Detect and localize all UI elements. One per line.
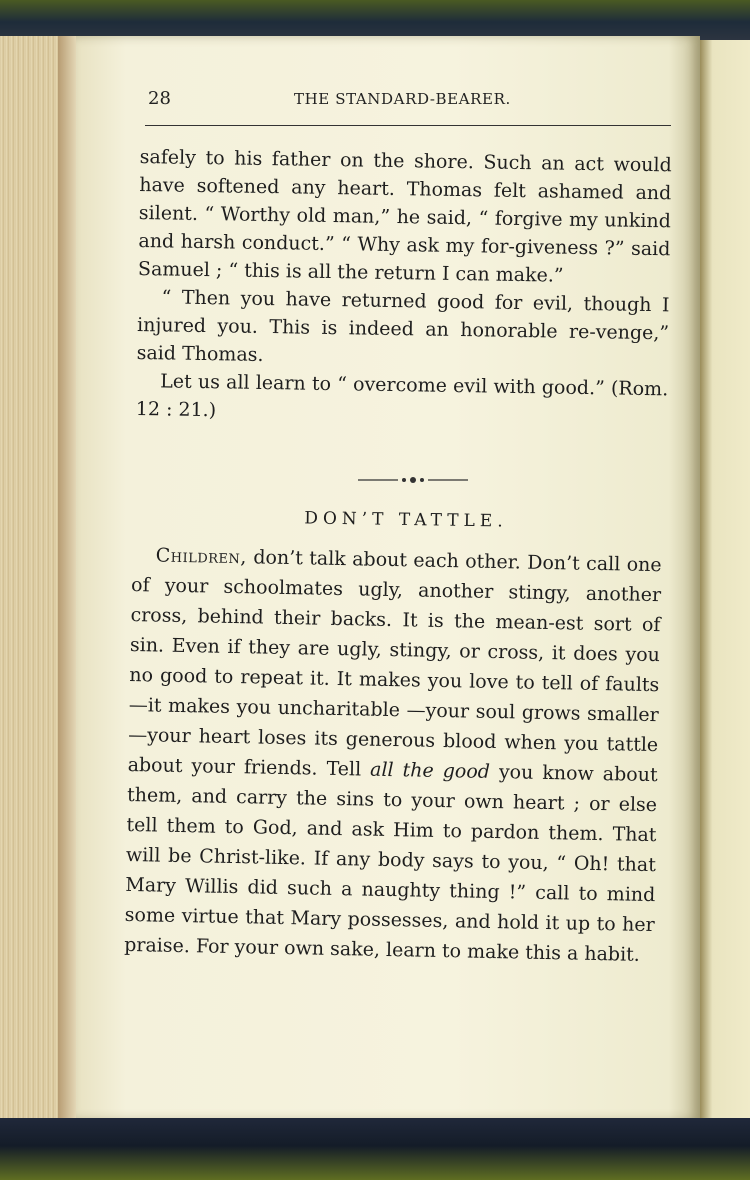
running-head bbox=[148, 88, 668, 128]
section-title: DON’T TATTLE. bbox=[304, 508, 508, 532]
book-cover-top bbox=[0, 0, 750, 40]
paragraph: Let us all learn to “ overcome evil with good.” (Rom. 12 : 21.) bbox=[135, 370, 669, 422]
page-edges bbox=[0, 36, 64, 1118]
facing-page-edge bbox=[700, 40, 750, 1120]
page-number: 28 bbox=[148, 88, 171, 109]
section-ornament bbox=[358, 473, 468, 487]
lead-word: Children, bbox=[155, 544, 248, 569]
section-body bbox=[124, 540, 662, 970]
book-cover-bottom bbox=[0, 1118, 750, 1180]
paragraph: “ Then you have returned good for evil, though I injured you. This is indeed an honorable re-venge,” said Thomas. bbox=[136, 286, 670, 366]
italic-phrase: all the good bbox=[369, 758, 491, 783]
text-run: don’t talk about each other. Don’t call one of your schoolmates ugly, another stingy, another cross, behind their backs. It is the mean-est sort of sin. Even if they are ugly, stingy, or cross, it does you no good to repeat it. It makes you love to tell of faults—it makes you uncharitable —your soul grows smaller—your heart loses its generous blood when you tattle about your friends. Tell bbox=[127, 546, 662, 781]
story-ending bbox=[136, 143, 672, 431]
paragraph bbox=[124, 540, 662, 970]
running-head-title: THE STANDARD-BEARER. bbox=[294, 90, 511, 108]
page-gutter bbox=[58, 36, 78, 1118]
header-rule bbox=[145, 125, 671, 126]
text-run: you know about them, and carry the sins to your own heart ; or else tell them to God, and ask Him to pardon them. That will be Christ-like. If any body says to you, “ Oh! that Mary Willis did such a naughty thing !” call to mind some virtue that Mary possesses, and hold it up to her praise. For your own sake, learn to make this a habit. bbox=[124, 760, 658, 966]
paragraph: safely to his father on the shore. Such an act would have softened any heart. Thomas felt ashamed and silent. “ Worthy old man,” he said, “ forgive my unkind and harsh conduct.” “ Why ask my for-giveness ?” said Samuel ; “ this is all the return I can make.” bbox=[137, 145, 672, 287]
